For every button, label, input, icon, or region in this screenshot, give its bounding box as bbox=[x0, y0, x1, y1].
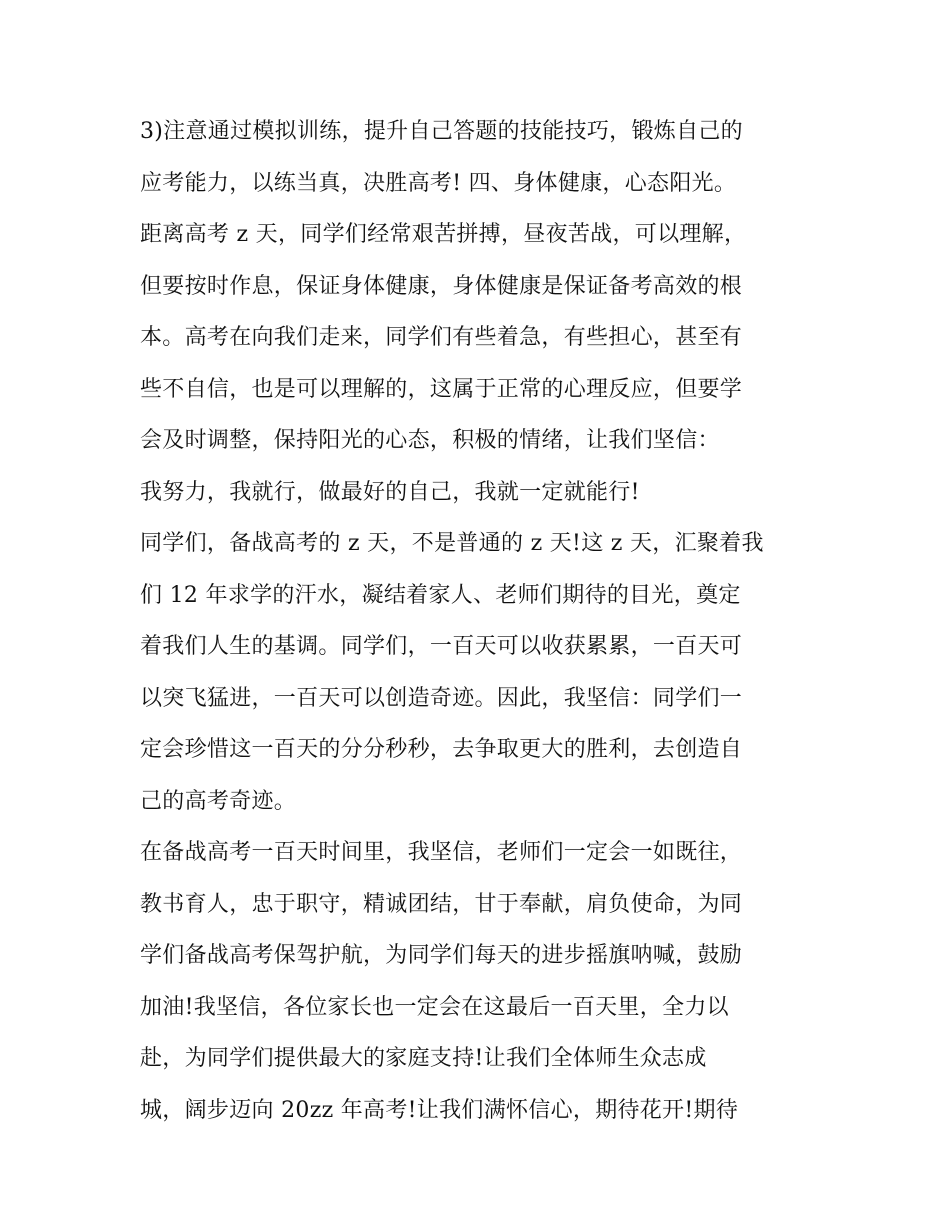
text-line: 同学们，备战高考的 z 天，不是普通的 z 天!这 z 天，汇聚着我 bbox=[140, 531, 764, 556]
text-line: 3)注意通过模拟训练，提升自己答题的技能技巧，锻炼自己的 bbox=[140, 119, 743, 144]
text-line: 在备战高考一百天时间里，我坚信，老师们一定会一如既往， bbox=[140, 840, 743, 865]
text-line: 己的高考奇迹。 bbox=[140, 788, 297, 814]
text-line: 城，阔步迈向 20zz 年高考!让我们满怀信心，期待花开!期待 bbox=[140, 1097, 739, 1123]
text-line: 赴，为同学们提供最大的家庭支持!让我们全体师生众志成 bbox=[140, 1046, 707, 1071]
text-line: 加油!我坚信，各位家长也一定会在这最后一百天里，全力以 bbox=[140, 994, 729, 1020]
text-line: 些不自信，也是可以理解的，这属于正常的心理反应，但要学 bbox=[140, 376, 743, 402]
text-line: 以突飞猛进，一百天可以创造奇迹。因此，我坚信：同学们一 bbox=[140, 685, 743, 711]
text-line: 学们备战高考保驾护航，为同学们每天的进步摇旗呐喊，鼓励 bbox=[140, 943, 743, 968]
document-body bbox=[140, 106, 840, 1136]
text-line: 本。高考在向我们走来，同学们有些着急，有些担心，甚至有 bbox=[140, 325, 743, 350]
text-line: 距离高考 z 天，同学们经常艰苦拼搏，昼夜苦战，可以理解， bbox=[140, 222, 747, 247]
text-line: 教书育人，忠于职守，精诚团结，甘于奉献，肩负使命，为同 bbox=[140, 891, 743, 917]
text-line: 们 12 年求学的汗水，凝结着家人、老师们期待的目光，奠定 bbox=[140, 582, 741, 608]
text-line: 定会珍惜这一百天的分分秒秒，去争取更大的胜利，去创造自 bbox=[140, 737, 743, 762]
text-line: 但要按时作息，保证身体健康，身体健康是保证备考高效的根 bbox=[140, 273, 743, 299]
text-line: 应考能力，以练当真，决胜高考! 四、身体健康，心态阳光。 bbox=[140, 170, 737, 196]
text-line: 我努力，我就行，做最好的自己，我就一定就能行! bbox=[140, 479, 640, 505]
text-line: 会及时调整，保持阳光的心态，积极的情绪，让我们坚信： bbox=[140, 428, 720, 453]
text-line: 着我们人生的基调。同学们，一百天可以收获累累，一百天可 bbox=[140, 634, 743, 659]
